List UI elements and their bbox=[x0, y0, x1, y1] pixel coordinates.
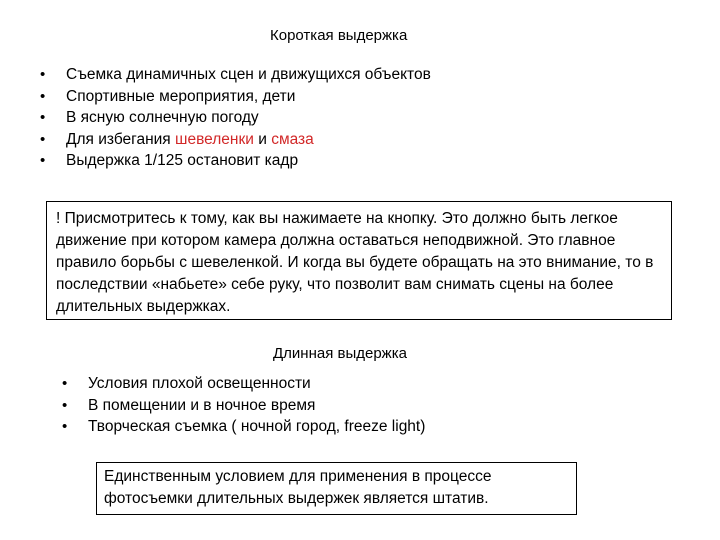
list-item-text: В ясную солнечную погоду bbox=[66, 109, 259, 126]
long-exposure-list bbox=[62, 373, 425, 438]
list-item-text-middle: и bbox=[253, 130, 272, 148]
list-item bbox=[40, 86, 431, 108]
highlight-word-blur: смаза bbox=[271, 130, 314, 148]
highlight-word-shake: шевеленки bbox=[175, 130, 254, 148]
bullet-icon: • bbox=[40, 66, 46, 83]
list-item-text-prefix: Для избегания bbox=[66, 130, 176, 148]
list-item bbox=[62, 395, 425, 417]
list-item bbox=[40, 129, 431, 151]
bullet-icon: • bbox=[62, 375, 68, 392]
list-item-text: Спортивные мероприятия, дети bbox=[66, 87, 296, 105]
list-item-text: Условия плохой освещенности bbox=[88, 375, 311, 392]
list-item-text: Съемка динамичных сцен и движущихся объектов bbox=[66, 66, 431, 83]
list-item-text: Выдержка 1/125 остановит кадр bbox=[66, 152, 299, 169]
bullet-icon: • bbox=[40, 130, 46, 148]
bullet-icon: • bbox=[40, 87, 46, 105]
short-exposure-list bbox=[40, 64, 431, 172]
long-exposure-title: Длинная выдержка bbox=[273, 345, 407, 362]
tripod-note-text: Единственным условием для применения в процессе фотосъемки длительных выдержек является штатив. bbox=[104, 468, 492, 507]
list-item-text: В помещении и в ночное время bbox=[88, 396, 316, 414]
list-item-text: Творческая съемка ( ночной город, freeze light) bbox=[88, 418, 426, 435]
list-item bbox=[40, 107, 431, 129]
note-text: ! Присмотритесь к тому, как вы нажимаете на кнопку. Это должно быть легкое движение при котором камера должна оставаться неподвижной. Это главное правило борьбы с шевеленкой. И когда вы будете обращать на это внимание, то в последствии «набьете» себе руку, что позволит вам снимать сцены на более длительных выдержках. bbox=[56, 210, 654, 315]
list-item bbox=[62, 373, 425, 395]
short-exposure-title: Короткая выдержка bbox=[270, 27, 408, 44]
list-item bbox=[62, 416, 425, 438]
list-item bbox=[40, 64, 431, 86]
tripod-note-box bbox=[96, 462, 577, 515]
bullet-icon: • bbox=[62, 418, 68, 435]
bullet-icon: • bbox=[62, 396, 68, 414]
shutter-press-note-box bbox=[46, 201, 672, 320]
list-item bbox=[40, 150, 431, 172]
bullet-icon: • bbox=[40, 109, 46, 126]
bullet-icon: • bbox=[40, 152, 46, 169]
